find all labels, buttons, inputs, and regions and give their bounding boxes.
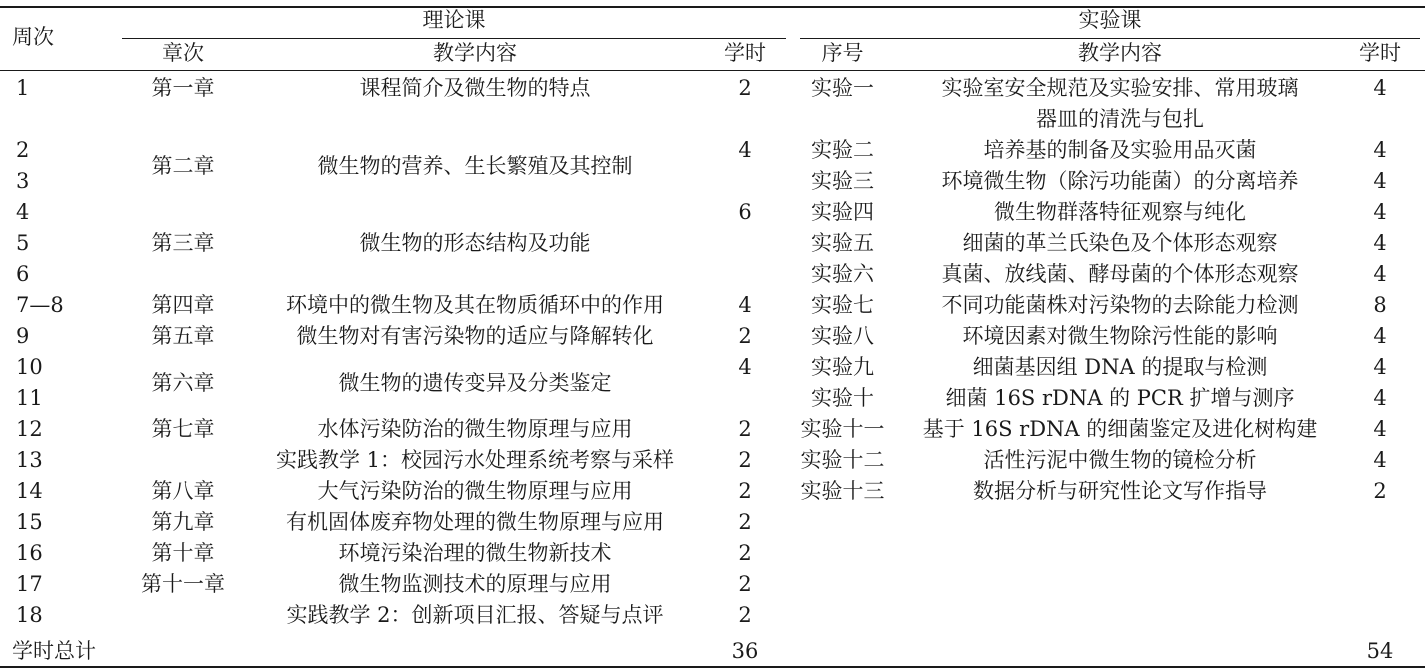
week-number: 11 — [16, 386, 43, 410]
totals-lab-hours: 54 — [1366, 639, 1394, 663]
theory-content: 实践教学 1：校园污水处理系统考察与采样 — [275, 448, 675, 472]
lab-content: 培养基的制备及实验用品灭菌 — [983, 138, 1257, 162]
lab-content: 不同功能菌株对污染物的去除能力检测 — [941, 293, 1299, 317]
theory-hours: 2 — [738, 417, 752, 441]
week-number: 14 — [16, 479, 43, 503]
theory-hours: 6 — [738, 200, 752, 224]
theory-content: 大气污染防治的微生物原理与应用 — [317, 479, 633, 503]
theory-content: 水体污染防治的微生物原理与应用 — [317, 417, 633, 441]
theory-content: 环境中的微生物及其在物质循环中的作用 — [286, 293, 664, 317]
week-number: 16 — [16, 541, 43, 565]
lab-hours: 4 — [1373, 200, 1387, 224]
theory-chapter: 第九章 — [151, 510, 215, 534]
bottom-rule — [0, 666, 1425, 668]
lab-no: 实验三 — [811, 169, 874, 193]
header-lab-group: 实验课 — [1078, 8, 1142, 32]
week-number: 10 — [16, 355, 43, 379]
week-number: 7—8 — [16, 293, 64, 317]
theory-content: 环境污染治理的微生物新技术 — [338, 541, 612, 565]
header-theory-content: 教学内容 — [433, 41, 517, 65]
week-number: 5 — [16, 231, 30, 255]
theory-hours: 2 — [738, 479, 752, 503]
theory-chapter: 第八章 — [151, 479, 215, 503]
week-number: 15 — [16, 510, 43, 534]
theory-content: 微生物的遗传变异及分类鉴定 — [338, 370, 612, 395]
lab-hours: 2 — [1373, 479, 1387, 503]
theory-chapter: 第十章 — [151, 541, 215, 565]
theory-content: 课程简介及微生物的特点 — [359, 76, 591, 100]
header-bottom-rule — [0, 70, 1425, 71]
theory-hours: 2 — [738, 603, 752, 627]
lab-hours: 4 — [1373, 417, 1387, 441]
lab-no: 实验十 — [811, 386, 874, 410]
week-number: 4 — [16, 200, 30, 224]
theory-content: 微生物对有害污染物的适应与降解转化 — [296, 324, 654, 348]
header-lab-no: 序号 — [821, 41, 864, 65]
lab-hours: 4 — [1373, 262, 1387, 286]
week-number: 6 — [16, 262, 30, 286]
theory-hours: 2 — [738, 510, 752, 534]
theory-content: 微生物的形态结构及功能 — [359, 231, 591, 255]
lab-hours: 4 — [1373, 324, 1387, 348]
lab-no: 实验九 — [811, 355, 874, 379]
lab-content: 细菌基因组 DNA 的提取与检测 — [972, 355, 1268, 379]
lab-content: 微生物群落特征观察与纯化 — [994, 200, 1246, 224]
lab-content: 活性污泥中微生物的镜检分析 — [983, 448, 1257, 472]
theory-hours: 2 — [738, 572, 752, 596]
theory-content: 有机固体废弃物处理的微生物原理与应用 — [286, 510, 664, 534]
lab-content: 环境因素对微生物除污性能的影响 — [962, 324, 1278, 348]
week-number: 3 — [16, 169, 30, 193]
lab-no: 实验六 — [811, 262, 874, 286]
theory-hours: 2 — [738, 541, 752, 565]
theory-content: 微生物监测技术的原理与应用 — [338, 572, 612, 596]
theory-chapter: 第二章 — [151, 153, 215, 178]
totals-theory-hours: 36 — [731, 639, 759, 663]
header-theory-hours: 学时 — [724, 41, 766, 65]
lab-hours: 8 — [1373, 293, 1387, 317]
header-week: 周次 — [12, 25, 54, 49]
theory-hours: 4 — [738, 138, 752, 162]
week-number: 18 — [16, 603, 43, 627]
lab-hours: 4 — [1373, 448, 1387, 472]
lab-content: 器皿的清洗与包扎 — [1036, 107, 1204, 131]
theory-chapter: 第一章 — [151, 76, 215, 100]
lab-content: 细菌 16S rDNA 的 PCR 扩增与测序 — [945, 386, 1295, 410]
lab-hours: 4 — [1373, 231, 1387, 255]
lab-content: 基于 16S rDNA 的细菌鉴定及进化树构建 — [922, 417, 1318, 441]
theory-chapter: 第三章 — [151, 231, 215, 255]
lab-content: 实验室安全规范及实验安排、常用玻璃 — [941, 76, 1299, 100]
lab-no: 实验七 — [811, 293, 874, 317]
week-number: 1 — [16, 76, 30, 100]
lab-no: 实验一 — [811, 76, 874, 100]
theory-chapter: 第七章 — [151, 417, 215, 441]
week-number: 2 — [16, 138, 30, 162]
lab-hours: 4 — [1373, 169, 1387, 193]
lab-no: 实验五 — [811, 231, 874, 255]
theory-content: 微生物的营养、生长繁殖及其控制 — [317, 153, 633, 178]
theory-hours: 2 — [738, 324, 752, 348]
lab-hours: 4 — [1373, 138, 1387, 162]
theory-hours: 2 — [738, 448, 752, 472]
header-lab-content: 教学内容 — [1078, 41, 1162, 65]
lab-no: 实验四 — [811, 200, 874, 224]
theory-hours: 4 — [738, 355, 752, 379]
lab-no: 实验八 — [811, 324, 874, 348]
lab-hours: 4 — [1373, 355, 1387, 379]
header-theory-group: 理论课 — [422, 8, 486, 32]
week-number: 17 — [16, 572, 43, 596]
lab-no: 实验十三 — [800, 479, 885, 503]
theory-hours: 2 — [738, 76, 752, 100]
totals-label: 学时总计 — [12, 639, 96, 663]
lab-content: 细菌的革兰氏染色及个体形态观察 — [962, 231, 1278, 255]
theory-chapter: 第十一章 — [141, 572, 225, 596]
lab-content: 真菌、放线菌、酵母菌的个体形态观察 — [941, 262, 1299, 286]
week-number: 13 — [16, 448, 43, 472]
lab-content: 数据分析与研究性论文写作指导 — [973, 479, 1267, 503]
week-number: 12 — [16, 417, 43, 441]
theory-chapter: 第五章 — [151, 324, 215, 348]
lab-hours: 4 — [1373, 386, 1387, 410]
lab-no: 实验二 — [811, 138, 874, 162]
theory-chapter: 第四章 — [151, 293, 215, 317]
lab-no: 实验十二 — [800, 448, 885, 472]
lab-no: 实验十一 — [800, 417, 885, 441]
lab-hours: 4 — [1373, 76, 1387, 100]
header-lab-hours: 学时 — [1359, 41, 1401, 65]
theory-content: 实践教学 2：创新项目汇报、答疑与点评 — [286, 603, 664, 627]
header-chapter: 章次 — [162, 41, 204, 65]
theory-hours: 4 — [738, 293, 752, 317]
lab-content: 环境微生物（除污功能菌）的分离培养 — [941, 169, 1299, 193]
theory-chapter: 第六章 — [151, 370, 215, 395]
week-number: 9 — [16, 324, 30, 348]
